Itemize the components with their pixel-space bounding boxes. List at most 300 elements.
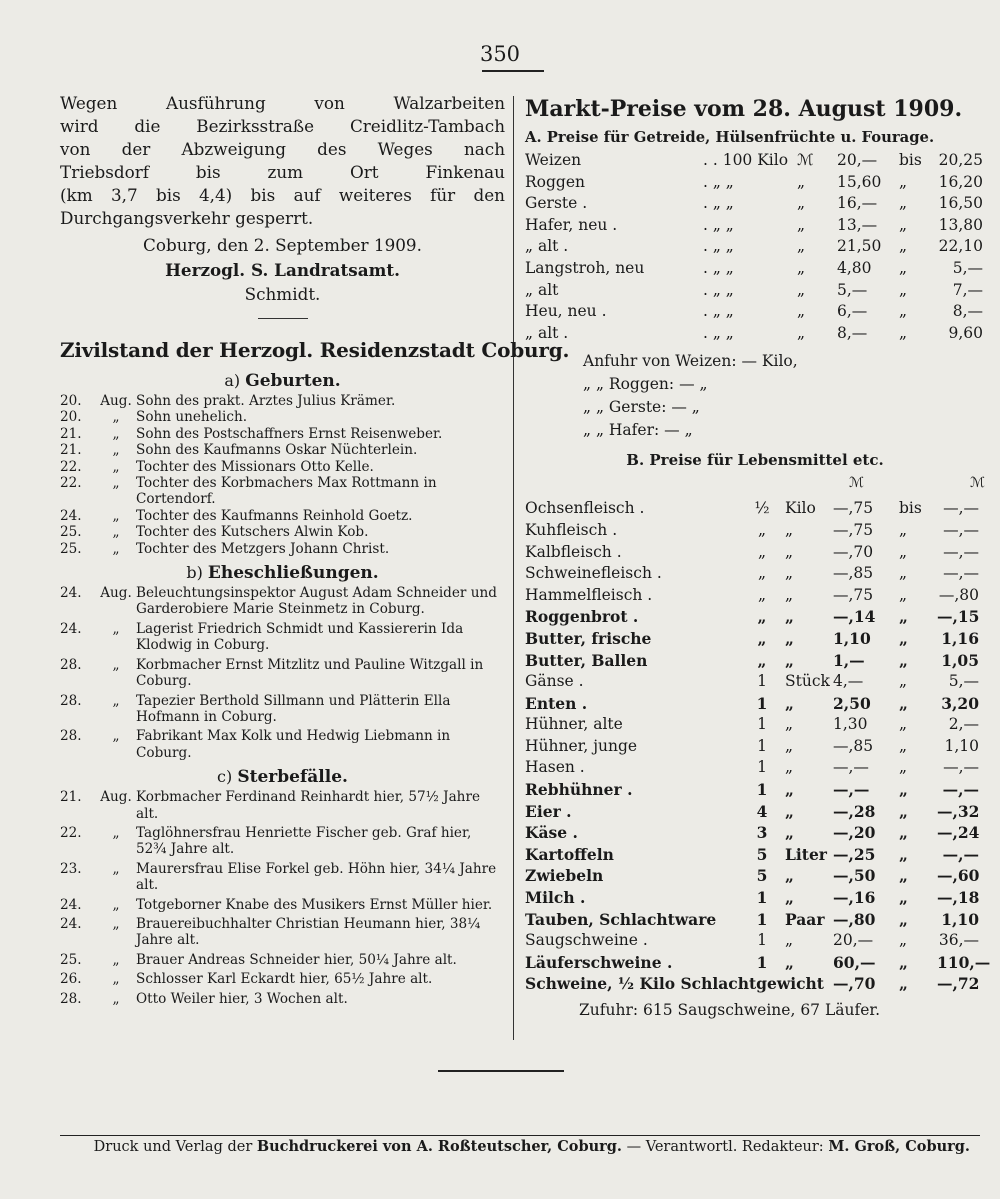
price-high: 8,— (952, 302, 983, 321)
price-high: 22,10 (938, 237, 983, 256)
quantity-cell: 1 (757, 672, 767, 691)
entry-text: Sohn des Postschaffners Ernst Reisenweber. (136, 425, 443, 442)
currency-cell: „ (797, 194, 806, 213)
entry-text: Maurersfrau Elise Forkel geb. Höhn hier, 34¼ Jahre alt. (136, 860, 497, 894)
currency-cell: „ (797, 172, 806, 191)
deaths-entry (60, 897, 505, 913)
notice-line: Triebsdorf bis zum Ort Finkenau (60, 162, 505, 182)
civil-registry-title: Zivilstand der Herzogl. Residenzstadt Coburg. (60, 338, 570, 362)
footer-editor: M. Groß, Coburg. (828, 1138, 970, 1155)
price-low: —,70 (833, 974, 876, 994)
bis-cell: „ (899, 607, 908, 627)
commodity-name: Zwiebeln (525, 866, 604, 886)
price-high: 5,— (952, 258, 983, 277)
entry-day: 22. (60, 475, 82, 492)
unit-cell: Stück (785, 672, 830, 691)
food-price-row (525, 865, 985, 887)
births-title: Geburten. (245, 371, 341, 391)
notice-line: von der Abzweigung des Weges nach (60, 139, 505, 159)
entry-month: „ (112, 951, 120, 968)
unit-cell: „ (785, 823, 794, 843)
commodity-name: Eier . (525, 801, 572, 821)
commodity-name: Kalbfleisch . (525, 542, 622, 561)
deaths-title: Sterbefälle. (237, 767, 348, 788)
bis-cell: „ (899, 542, 908, 561)
bis-cell: bis (899, 499, 922, 518)
entry-month: „ (112, 458, 120, 475)
marriages-entry (60, 621, 505, 654)
entry-text: Sohn unehelich. (136, 409, 248, 426)
commodity-name: „ alt . (525, 237, 569, 256)
deaths-entry (60, 861, 505, 894)
food-price-row (525, 585, 985, 607)
quantity-cell: „ (757, 520, 767, 539)
entry-text: Tochter des Metzgers Johann Christ. (136, 540, 390, 557)
commodity-name: Gerste . (525, 194, 588, 213)
food-price-row (525, 671, 985, 693)
price-low: —,85 (833, 564, 874, 583)
unit-cell: „ (785, 542, 794, 561)
entry-text: Tochter des Missionars Otto Kelle. (136, 458, 374, 475)
supply-line: „ „ Gerste: — „ (583, 398, 700, 417)
births-entry (60, 459, 505, 475)
price-low: 4,— (833, 672, 864, 691)
entry-text: Fabrikant Max Kolk und Hedwig Liebmann in Coburg. (136, 728, 451, 761)
entry-month: „ (112, 425, 120, 442)
deaths-prefix: c) (217, 767, 233, 787)
food-price-row (525, 779, 985, 801)
quantity-cell: 4 (756, 801, 768, 821)
grain-price-row (525, 150, 985, 172)
births-list (60, 393, 505, 557)
entry-day: 24. (60, 620, 82, 637)
bis-cell: „ (899, 585, 908, 604)
price-high: 2,— (948, 715, 979, 734)
entry-month: „ (112, 915, 120, 932)
entry-month: „ (112, 971, 120, 988)
entry-text: Beleuchtungsinspektor August Adam Schneider und Garderobiere Marie Steinmetz in Coburg. (136, 585, 497, 618)
entry-month: Aug. (100, 393, 132, 409)
unit-cell: „ (785, 780, 794, 800)
quantity-cell: 3 (756, 823, 768, 843)
bis-cell: „ (899, 672, 908, 691)
price-low: —,— (833, 780, 870, 800)
grain-price-table (525, 150, 985, 344)
bis-cell: „ (899, 888, 908, 908)
food-price-row (525, 563, 985, 585)
price-high: —,72 (937, 974, 980, 994)
marriages-entry (60, 693, 505, 726)
entry-text: Tapezier Berthold Sillmann und Plätterin Ella Hofmann in Coburg. (136, 692, 451, 725)
births-entry (60, 541, 505, 557)
commodity-name: Milch . (525, 888, 586, 908)
price-low: 1,— (833, 650, 865, 670)
commodity-name: Käse . (525, 823, 578, 843)
marriages-entry (60, 657, 505, 690)
quantity-cell: „ (757, 650, 767, 670)
food-price-table (525, 498, 991, 995)
food-price-row (525, 930, 985, 952)
notice-office: Herzogl. S. Landratsamt. (165, 260, 400, 280)
currency-cell: ℳ (797, 151, 814, 169)
commodity-name: Hafer, neu . (525, 215, 618, 234)
entry-day: 24. (60, 896, 82, 913)
grain-price-row (525, 193, 985, 215)
food-price-row (525, 909, 985, 931)
bis-cell: „ (899, 693, 908, 713)
footer-middle: — Verantwortl. Redakteur: (626, 1139, 824, 1155)
entry-day: 28. (60, 990, 82, 1007)
price-low: 2,50 (833, 693, 871, 713)
supply-line: „ „ Roggen: — „ (583, 375, 708, 394)
commodity-name: Tauben, Schlachtware (525, 909, 717, 929)
quantity-cell: 1 (757, 715, 767, 734)
price-low: 21,50 (837, 237, 882, 256)
price-low: —,16 (833, 888, 876, 908)
unit-cell: Kilo (785, 499, 816, 518)
unit-cell: „ (785, 650, 794, 670)
price-low: 13,— (837, 215, 878, 234)
food-price-row (525, 757, 985, 779)
grain-price-row (525, 301, 985, 323)
entry-text: Korbmacher Ernst Mitzlitz und Pauline Witzgall in Coburg. (136, 656, 484, 690)
notice-signature: Schmidt. (244, 284, 321, 304)
notice-line: (km 3,7 bis 4,4) bis auf weiteres für den (60, 185, 505, 205)
births-entry (60, 524, 505, 540)
price-low: 5,— (837, 280, 868, 299)
price-low: 1,30 (833, 715, 868, 734)
bis-cell: „ (899, 172, 908, 191)
bis-cell: „ (899, 628, 908, 648)
page-number-rule (482, 70, 544, 72)
entry-day: 28. (60, 656, 82, 673)
entry-month: „ (112, 860, 120, 877)
price-low: —,50 (833, 866, 876, 886)
entry-day: 20. (60, 393, 82, 409)
unit-cell: . „ „ (703, 237, 734, 256)
grain-price-row (525, 323, 985, 345)
price-high: 20,25 (938, 151, 983, 169)
price-high: —,— (942, 780, 979, 800)
grain-price-row (525, 172, 985, 194)
bis-cell: „ (899, 801, 908, 821)
commodity-name: „ alt . (525, 323, 569, 342)
marriages-list (60, 585, 505, 761)
unit-cell: . „ „ (703, 280, 734, 299)
unit-cell: . „ „ (703, 172, 734, 191)
unit-cell: . „ „ (703, 258, 734, 277)
unit-cell: . „ „ (703, 302, 734, 321)
commodity-name: Saugschweine . (525, 931, 648, 950)
price-high: 1,05 (941, 650, 979, 670)
unit-cell: „ (785, 693, 794, 713)
page-number: 350 (479, 42, 521, 66)
entry-month: „ (112, 728, 120, 745)
bis-cell: „ (899, 215, 908, 234)
currency-cell: „ (797, 323, 806, 342)
food-price-row (525, 498, 985, 520)
price-high: 7,— (952, 280, 983, 299)
notice-line: Wegen Ausführung von Walzarbeiten (60, 93, 505, 113)
commodity-name: Weizen (525, 151, 582, 169)
bis-cell: „ (899, 844, 908, 864)
price-high: —,— (943, 758, 979, 777)
food-price-row (525, 606, 985, 628)
births-heading (60, 369, 505, 393)
price-high: 110,— (937, 952, 991, 972)
entry-month: „ (112, 990, 120, 1007)
entry-month: „ (112, 620, 120, 637)
price-high: 3,20 (941, 693, 979, 713)
bis-cell: „ (899, 974, 908, 994)
food-price-row (525, 973, 985, 995)
unit-cell: „ (785, 931, 794, 950)
price-low: —,75 (833, 499, 874, 518)
bis-cell: „ (899, 302, 908, 321)
currency-mark: ℳ (849, 475, 864, 492)
entry-month: „ (112, 524, 120, 541)
price-high: —,80 (938, 585, 979, 604)
quantity-cell: 1 (757, 736, 767, 755)
commodity-name: Hasen . (525, 758, 585, 777)
price-high: —,60 (937, 866, 980, 886)
currency-cell: „ (797, 237, 806, 256)
entry-day: 21. (60, 425, 82, 442)
food-price-row (525, 887, 985, 909)
price-low: —,28 (833, 801, 876, 821)
quantity-cell: 5 (756, 866, 768, 886)
unit-cell: . „ „ (703, 323, 734, 342)
quantity-cell: 1 (756, 780, 768, 800)
food-price-row (525, 736, 985, 758)
entry-text: Schlosser Karl Eckardt hier, 65½ Jahre alt. (136, 971, 433, 988)
price-high: —,— (943, 542, 979, 561)
entry-day: 24. (60, 585, 82, 602)
unit-cell: Paar (785, 909, 825, 929)
entry-day: 23. (60, 860, 82, 877)
entry-text: Lagerist Friedrich Schmidt und Kassiererin Ida Klodwig in Coburg. (136, 620, 464, 654)
price-low: 6,— (837, 302, 868, 321)
bis-cell: bis (899, 151, 922, 169)
unit-cell: „ (785, 585, 794, 604)
entry-text: Tochter des Kaufmanns Reinhold Goetz. (136, 507, 413, 524)
unit-cell: „ (785, 628, 794, 648)
entry-text: Sohn des Kaufmanns Oskar Nüchterlein. (136, 442, 418, 459)
unit-cell: „ (785, 758, 794, 777)
price-low: 4,80 (837, 258, 872, 277)
births-entry (60, 442, 505, 458)
supply-summary: Zufuhr: 615 Saugschweine, 67 Läufer. (579, 1001, 881, 1019)
quantity-cell: „ (757, 542, 767, 561)
commodity-name: Hühner, junge (525, 736, 638, 755)
commodity-name: Hammelfleisch . (525, 585, 653, 604)
bis-cell: „ (899, 323, 908, 342)
commodity-name: Läuferschweine . (525, 952, 673, 972)
entry-day: 26. (60, 971, 82, 988)
food-price-row (525, 542, 985, 564)
bis-cell: „ (899, 931, 908, 950)
unit-cell: „ (785, 952, 794, 972)
quantity-cell: „ (757, 628, 767, 648)
unit-cell: Liter (785, 844, 827, 864)
entry-day: 24. (60, 507, 82, 524)
grain-price-row (525, 258, 985, 280)
bis-cell: „ (899, 237, 908, 256)
food-price-row (525, 650, 985, 672)
unit-cell: „ (785, 607, 794, 627)
entry-month: „ (112, 442, 120, 459)
commodity-name: Kuhfleisch . (525, 520, 618, 539)
bis-cell: „ (899, 952, 908, 972)
deaths-entry (60, 971, 505, 987)
commodity-name: Kartoffeln (525, 844, 614, 864)
price-high: 1,16 (941, 628, 979, 648)
bis-cell: „ (899, 258, 908, 277)
quantity-cell: 1 (756, 693, 768, 713)
entry-day: 25. (60, 524, 82, 541)
marriages-heading (60, 561, 505, 585)
marriages-prefix: b) (186, 563, 203, 583)
entry-text: Brauer Andreas Schneider hier, 50¼ Jahre alt. (136, 951, 457, 968)
bis-cell: „ (899, 736, 908, 755)
unit-cell: „ (785, 564, 794, 583)
entry-day: 22. (60, 824, 82, 841)
food-price-row (525, 844, 985, 866)
price-high: —,24 (937, 823, 980, 843)
entry-day: 21. (60, 789, 82, 806)
entry-month: „ (112, 540, 120, 557)
price-high: 5,— (948, 672, 979, 691)
price-high: 16,20 (938, 172, 983, 191)
grain-section-title: A. Preise für Getreide, Hülsenfrüchte u. Fourage. (525, 129, 935, 146)
commodity-name: Hühner, alte (525, 715, 623, 734)
unit-cell: . „ „ (703, 194, 734, 213)
births-prefix: a) (224, 371, 241, 390)
bis-cell: „ (899, 780, 908, 800)
price-low: —,85 (833, 736, 874, 755)
entry-day: 25. (60, 540, 82, 557)
commodity-name: Langstroh, neu (525, 258, 645, 277)
unit-cell: . „ „ (703, 215, 734, 234)
price-high: 36,— (938, 931, 979, 950)
deaths-entry (60, 952, 505, 968)
entry-month: „ (112, 507, 120, 524)
price-high: —,— (943, 564, 979, 583)
bis-cell: „ (899, 909, 908, 929)
price-high: —,15 (937, 607, 980, 627)
food-price-row (525, 952, 991, 974)
entry-text: Korbmacher Ferdinand Reinhardt hier, 57½ Jahre alt. (136, 789, 480, 822)
currency-cell: „ (797, 258, 806, 277)
price-low: 15,60 (837, 172, 882, 191)
currency-header (525, 474, 985, 492)
entry-month: „ (112, 656, 120, 673)
entry-text: Sohn des prakt. Arztes Julius Krämer. (136, 393, 396, 409)
food-price-row (525, 693, 985, 715)
food-price-row (525, 628, 985, 650)
price-low: 20,— (833, 931, 874, 950)
price-high: 16,50 (938, 194, 983, 213)
births-entry (60, 426, 505, 442)
entry-month: Aug. (100, 789, 132, 806)
bis-cell: „ (899, 715, 908, 734)
price-low: —,20 (833, 823, 876, 843)
currency-cell: „ (797, 280, 806, 299)
price-high: 1,10 (944, 736, 979, 755)
notice-dateline: Coburg, den 2. September 1909. (143, 235, 422, 255)
entry-day: 28. (60, 728, 82, 745)
commodity-name: Rebhühner . (525, 780, 633, 800)
entry-month: „ (112, 409, 120, 426)
price-low: —,75 (833, 585, 874, 604)
price-high: 1,10 (941, 909, 979, 929)
imprint-footer (60, 1138, 970, 1155)
entry-month: „ (112, 475, 120, 492)
notice-line: Durchgangsverkehr gesperrt. (60, 208, 314, 228)
entry-day: 24. (60, 915, 82, 932)
births-entry (60, 508, 505, 524)
food-price-row (525, 822, 985, 844)
food-price-row (525, 801, 985, 823)
entry-text: Totgeborner Knabe des Musikers Ernst Müller hier. (136, 896, 493, 913)
quantity-cell: 1 (757, 931, 767, 950)
bis-cell: „ (899, 866, 908, 886)
entry-day: 22. (60, 458, 82, 475)
bis-cell: „ (899, 280, 908, 299)
grain-supply-list (525, 350, 985, 442)
entry-day: 20. (60, 409, 82, 426)
grain-price-row (525, 215, 985, 237)
price-low: 16,— (837, 194, 878, 213)
commodity-name: Butter, frische (525, 628, 652, 648)
price-high: 9,60 (948, 323, 983, 342)
commodity-name: Butter, Ballen (525, 650, 648, 670)
bis-cell: „ (899, 823, 908, 843)
price-low: —,70 (833, 542, 874, 561)
grain-price-row (525, 236, 985, 258)
commodity-name: Ochsenfleisch . (525, 499, 645, 518)
quantity-cell: 1 (757, 758, 767, 777)
commodity-name: Heu, neu . (525, 302, 607, 321)
price-high: —,— (943, 520, 979, 539)
footer-prefix: Druck und Verlag der (93, 1139, 253, 1155)
quantity-cell: ½ (754, 499, 770, 518)
bis-cell: „ (899, 758, 908, 777)
price-high: —,— (942, 844, 979, 864)
price-low: —,— (833, 758, 869, 777)
commodity-name: Roggen (525, 172, 586, 191)
commodity-name: Schweine, ½ Kilo Schlachtgewicht (525, 974, 824, 994)
price-low: —,80 (833, 909, 876, 929)
supply-line: Anfuhr von Weizen: — Kilo, (583, 352, 798, 371)
end-rule (438, 1070, 564, 1072)
notice-line: wird die Bezirksstraße Creidlitz-Tambach (60, 116, 505, 136)
price-low: —,25 (833, 844, 876, 864)
deaths-entry (60, 825, 505, 858)
footer-rule (60, 1135, 980, 1136)
quantity-cell: „ (757, 585, 767, 604)
bis-cell: „ (899, 564, 908, 583)
unit-cell: „ (785, 520, 794, 539)
price-high: —,18 (937, 888, 980, 908)
births-entry (60, 409, 505, 425)
quantity-cell: 1 (756, 952, 768, 972)
column-divider (513, 96, 514, 1040)
bis-cell: „ (899, 194, 908, 213)
deaths-entry (60, 916, 505, 949)
entry-month: „ (112, 824, 120, 841)
entry-text: Otto Weiler hier, 3 Wochen alt. (136, 990, 348, 1007)
